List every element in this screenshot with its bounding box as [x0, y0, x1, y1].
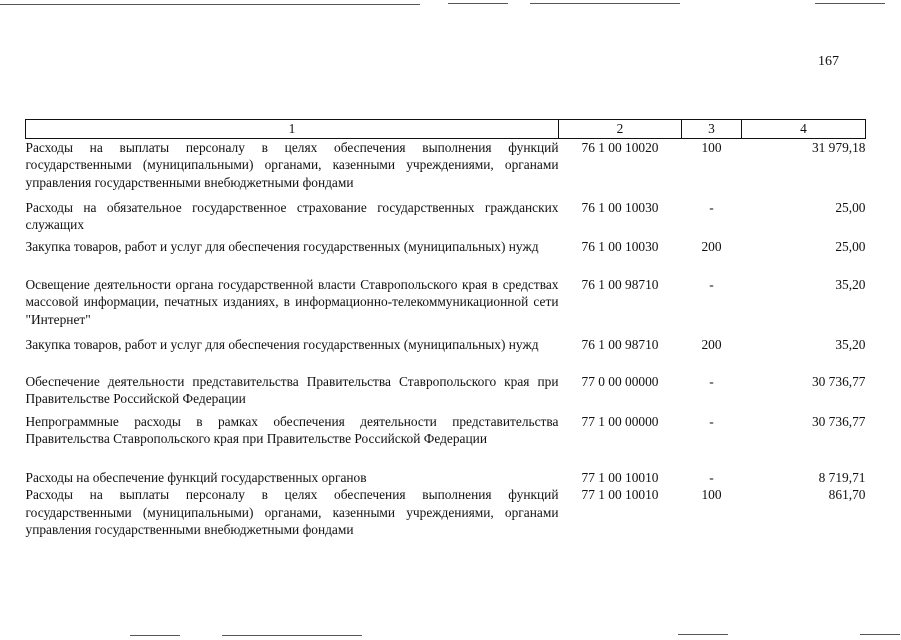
expense-type: 100 [701, 487, 722, 502]
header-cell-1: 1 [26, 120, 559, 139]
amount: 30 736,77 [811, 373, 866, 389]
expense-type: 100 [701, 139, 722, 155]
target-code: 77 1 00 00000 [581, 413, 659, 429]
target-code: 77 1 00 10010 [581, 487, 659, 502]
scan-artifact-bottom-line [678, 634, 728, 635]
amount: 8 719,71 [818, 469, 866, 485]
expense-type: 200 [701, 336, 722, 352]
expense-name: Закупка товаров, работ и услуг для обеспечения государственных (муниципальных) нужд [25, 336, 539, 352]
scan-artifact-bottom-line [222, 635, 362, 636]
target-code: 77 1 00 10010 [581, 469, 659, 485]
table-row [26, 276, 866, 336]
expense-type: - [709, 276, 714, 292]
budget-table [25, 119, 866, 539]
expense-type: - [709, 413, 714, 429]
expense-type: - [709, 373, 714, 389]
amount: 31 979,18 [811, 139, 866, 155]
table-row [26, 336, 866, 373]
table-row [26, 486, 866, 539]
expense-name: Обеспечение деятельности представительства Правительства Ставропольского края при Правительстве Российской Федерации [25, 373, 559, 406]
amount: 35,20 [835, 336, 866, 352]
expense-type: - [709, 469, 714, 485]
table-row [26, 373, 866, 413]
header-cell-2: 2 [559, 120, 682, 139]
table-row [26, 469, 866, 487]
table-row [26, 413, 866, 469]
scan-artifact-top-line [448, 3, 508, 4]
table-row [26, 138, 866, 196]
target-code: 77 0 00 00000 [581, 373, 659, 389]
expense-type: - [709, 199, 714, 215]
amount: 35,20 [835, 276, 866, 292]
target-code: 76 1 00 98710 [581, 336, 659, 352]
expense-name: Расходы на выплаты персоналу в целях обеспечения выполнения функций государственными (муниципальными) органами, казенными учреждениями, органами управления государственными внебюджетными фондами [25, 487, 559, 537]
scan-artifact-top-line [815, 3, 885, 4]
target-code: 76 1 00 98710 [581, 276, 659, 292]
scan-artifact-top-line [530, 3, 680, 4]
amount: 25,00 [835, 199, 866, 215]
page-number: 167 [818, 54, 839, 69]
amount: 861,70 [828, 487, 866, 502]
table-row [26, 238, 866, 276]
target-code: 76 1 00 10030 [581, 199, 659, 215]
expense-name: Освещение деятельности органа государственной власти Ставропольского края в средствах массовой информации, печатных изданиях, в информационно-телекоммуникационной сети "Интернет" [25, 276, 559, 327]
header-row [26, 120, 866, 139]
header-cell-3: 3 [682, 120, 742, 139]
scan-artifact-bottom-line [130, 635, 180, 636]
expense-name: Непрограммные расходы в рамках обеспечения деятельности представительства Правительства Ставропольского края при Правительстве Российской Федерации [25, 413, 559, 446]
table-row [26, 196, 866, 238]
expense-name: Расходы на обеспечение функций государственных органов [25, 469, 367, 485]
scan-artifact-bottom-line [860, 634, 900, 635]
target-code: 76 1 00 10030 [581, 238, 659, 254]
scan-artifact-top-line [0, 4, 420, 5]
amount: 30 736,77 [811, 413, 866, 429]
expense-name: Закупка товаров, работ и услуг для обеспечения государственных (муниципальных) нужд [25, 238, 539, 254]
expense-name: Расходы на обязательное государственное страхование государственных гражданских служащих [25, 199, 559, 232]
expense-type: 200 [701, 238, 722, 254]
target-code: 76 1 00 10020 [581, 139, 659, 155]
header-cell-4: 4 [742, 120, 866, 139]
expense-name: Расходы на выплаты персоналу в целях обеспечения выполнения функций государственными (муниципальными) органами, казенными учреждениями, органами управления государственными внебюджетными фондами [25, 139, 559, 190]
amount: 25,00 [835, 238, 866, 254]
